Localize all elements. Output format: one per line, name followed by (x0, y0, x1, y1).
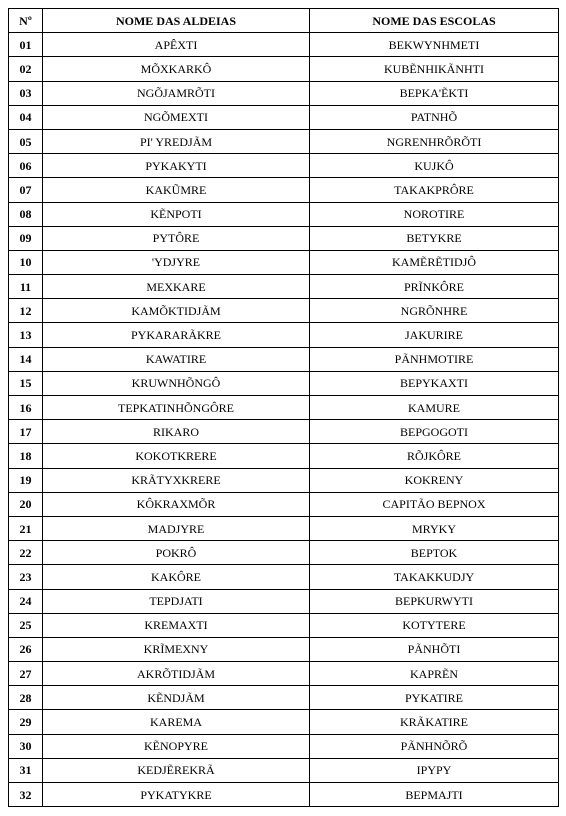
escola-name: NOROTIRE (310, 202, 559, 226)
aldeia-name: PYKATYKRE (43, 783, 310, 807)
aldeia-name: KRUWNHÕNGÔ (43, 371, 310, 395)
header-aldeias: NOME DAS ALDEIAS (43, 9, 310, 33)
escola-name: CAPITÃO BEPNOX (310, 492, 559, 516)
header-row (9, 9, 559, 33)
escola-name: TAKAKKUDJY (310, 565, 559, 589)
aldeia-name: AKRÕTIDJÃM (43, 662, 310, 686)
aldeia-name: KRÃTYXKRERE (43, 468, 310, 492)
escola-name: KAMURE (310, 396, 559, 420)
table-row (9, 710, 559, 734)
table-row (9, 662, 559, 686)
row-number: 20 (9, 492, 43, 516)
table-row (9, 250, 559, 274)
table-row (9, 637, 559, 661)
aldeia-name: PYKAKYTI (43, 154, 310, 178)
row-number: 09 (9, 226, 43, 250)
aldeia-name: KOKOTKRERE (43, 444, 310, 468)
escola-name: KOTYTERE (310, 613, 559, 637)
aldeia-name: KAREMA (43, 710, 310, 734)
aldeia-name: KRĨMEXNY (43, 637, 310, 661)
row-number: 25 (9, 613, 43, 637)
escola-name: BEPTOK (310, 541, 559, 565)
escola-name: NGRÕNHRE (310, 299, 559, 323)
row-number: 31 (9, 758, 43, 782)
row-number: 19 (9, 468, 43, 492)
row-number: 24 (9, 589, 43, 613)
row-number: 04 (9, 105, 43, 129)
table-row (9, 81, 559, 105)
aldeia-name: TEPKATINHÕNGÔRE (43, 396, 310, 420)
escola-name: PYKATIRE (310, 686, 559, 710)
table-row (9, 734, 559, 758)
table-row (9, 178, 559, 202)
table-row (9, 202, 559, 226)
escola-name: BETYKRE (310, 226, 559, 250)
aldeia-name: PYTÔRE (43, 226, 310, 250)
aldeia-name: KAMÕKTIDJÃM (43, 299, 310, 323)
escola-name: BEPMAJTI (310, 783, 559, 807)
table-row (9, 129, 559, 153)
aldeia-name: KÔKRAXMÕR (43, 492, 310, 516)
escola-name: RÕJKÔRE (310, 444, 559, 468)
row-number: 14 (9, 347, 43, 371)
table-header (9, 9, 559, 33)
escola-name: PÃNHÕTI (310, 637, 559, 661)
table-row (9, 396, 559, 420)
row-number: 02 (9, 57, 43, 81)
table-row (9, 323, 559, 347)
escola-name: BEPYKAXTI (310, 371, 559, 395)
aldeia-name: PI' YREDJÃM (43, 129, 310, 153)
row-number: 23 (9, 565, 43, 589)
table-row (9, 686, 559, 710)
aldeia-name: MADJYRE (43, 516, 310, 540)
escola-name: BEPGOGOTI (310, 420, 559, 444)
aldeia-name: KAKÔRE (43, 565, 310, 589)
table-row (9, 444, 559, 468)
row-number: 22 (9, 541, 43, 565)
table-row (9, 589, 559, 613)
table-row (9, 565, 559, 589)
table-body (9, 33, 559, 807)
aldeia-name: KẼNDJÃM (43, 686, 310, 710)
row-number: 29 (9, 710, 43, 734)
aldeia-name: APÊXTI (43, 33, 310, 57)
row-number: 05 (9, 129, 43, 153)
aldeia-name: TEPDJATI (43, 589, 310, 613)
row-number: 28 (9, 686, 43, 710)
row-number: 13 (9, 323, 43, 347)
row-number: 03 (9, 81, 43, 105)
escola-name: KUBẼNHIKÃNHTI (310, 57, 559, 81)
escola-name: PRĨNKÔRE (310, 275, 559, 299)
aldeia-name: KREMAXTI (43, 613, 310, 637)
aldeia-name: PYKARARÃKRE (43, 323, 310, 347)
aldeias-escolas-table (8, 8, 559, 807)
table-row (9, 154, 559, 178)
row-number: 06 (9, 154, 43, 178)
aldeia-name: RIKARO (43, 420, 310, 444)
aldeia-name: KẼNOPYRE (43, 734, 310, 758)
row-number: 21 (9, 516, 43, 540)
escola-name: IPYPY (310, 758, 559, 782)
row-number: 26 (9, 637, 43, 661)
escola-name: BEPKA'ẼKTI (310, 81, 559, 105)
aldeia-name: NGÕMEXTI (43, 105, 310, 129)
aldeia-name: KAKŨMRE (43, 178, 310, 202)
header-num: Nº (9, 9, 43, 33)
aldeia-name: MÕXKARKÔ (43, 57, 310, 81)
header-escolas: NOME DAS ESCOLAS (310, 9, 559, 33)
row-number: 01 (9, 33, 43, 57)
escola-name: MRYKY (310, 516, 559, 540)
aldeia-name: KEDJẼREKRÃ (43, 758, 310, 782)
table-row (9, 57, 559, 81)
escola-name: KOKRENY (310, 468, 559, 492)
table-row (9, 613, 559, 637)
table-row (9, 468, 559, 492)
row-number: 11 (9, 275, 43, 299)
row-number: 08 (9, 202, 43, 226)
row-number: 32 (9, 783, 43, 807)
escola-name: KUJKÔ (310, 154, 559, 178)
escola-name: PATNHÕ (310, 105, 559, 129)
escola-name: BEKWYNHMETI (310, 33, 559, 57)
aldeia-name: POKRÔ (43, 541, 310, 565)
row-number: 18 (9, 444, 43, 468)
table-row (9, 275, 559, 299)
aldeia-name: KẼNPOTI (43, 202, 310, 226)
table-row (9, 347, 559, 371)
row-number: 07 (9, 178, 43, 202)
table-row (9, 541, 559, 565)
aldeia-name: 'YDJYRE (43, 250, 310, 274)
aldeia-name: NGÕJAMRÕTI (43, 81, 310, 105)
row-number: 15 (9, 371, 43, 395)
row-number: 30 (9, 734, 43, 758)
escola-name: KRÃKATIRE (310, 710, 559, 734)
aldeia-name: KAWATIRE (43, 347, 310, 371)
escola-name: TAKAKPRÔRE (310, 178, 559, 202)
row-number: 17 (9, 420, 43, 444)
table-row (9, 420, 559, 444)
table-row (9, 299, 559, 323)
row-number: 12 (9, 299, 43, 323)
escola-name: KAMẼRẼTIDJÔ (310, 250, 559, 274)
escola-name: JAKURIRE (310, 323, 559, 347)
escola-name: PÃNHNÕRÕ (310, 734, 559, 758)
escola-name: KAPRẼN (310, 662, 559, 686)
table-row (9, 492, 559, 516)
table-row (9, 371, 559, 395)
escola-name: PÃNHMOTIRE (310, 347, 559, 371)
table-row (9, 758, 559, 782)
table-row (9, 105, 559, 129)
escola-name: BEPKURWYTI (310, 589, 559, 613)
row-number: 10 (9, 250, 43, 274)
row-number: 16 (9, 396, 43, 420)
table-row (9, 516, 559, 540)
table-row (9, 33, 559, 57)
table-row (9, 226, 559, 250)
aldeia-name: MEXKARE (43, 275, 310, 299)
row-number: 27 (9, 662, 43, 686)
table-row (9, 783, 559, 807)
escola-name: NGRENHRÕRÕTI (310, 129, 559, 153)
